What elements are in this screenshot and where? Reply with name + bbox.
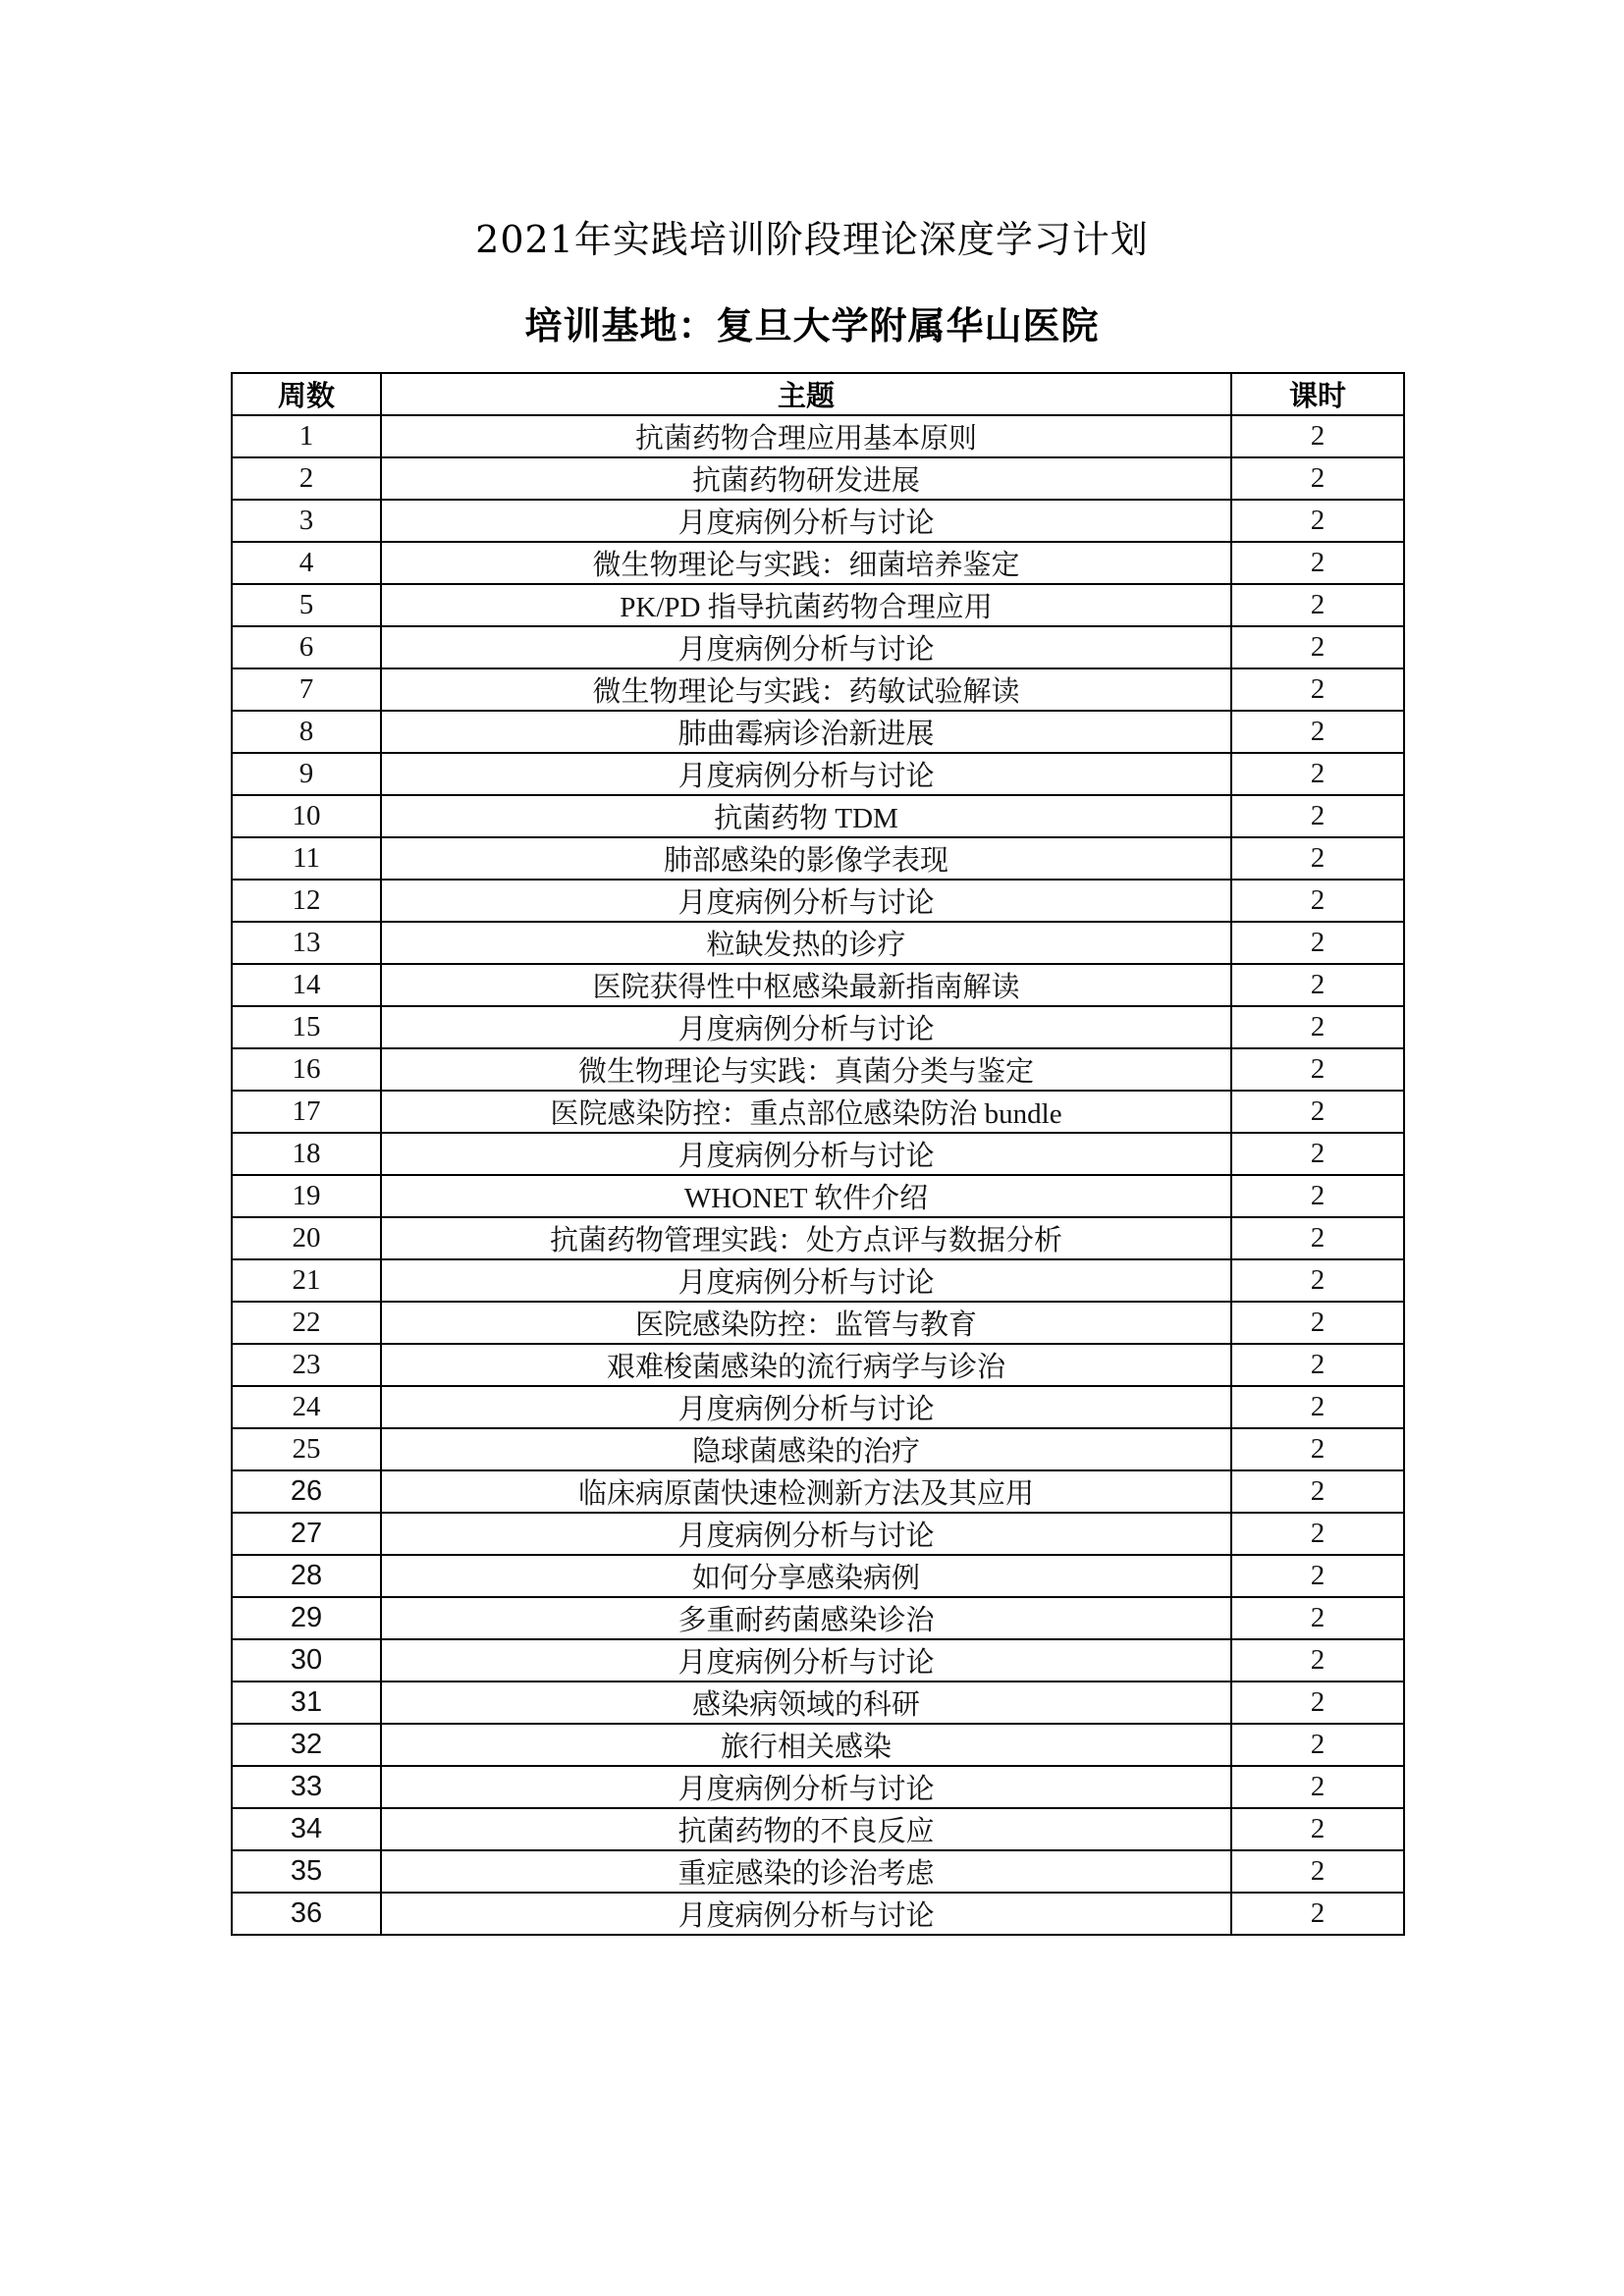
week-cell: 4	[232, 542, 381, 584]
topic-cell: 微生物理论与实践：真菌分类与鉴定	[381, 1048, 1231, 1091]
topic-cell: 重症感染的诊治考虑	[381, 1850, 1231, 1893]
week-cell: 22	[232, 1302, 381, 1344]
week-cell: 17	[232, 1091, 381, 1133]
hours-cell: 2	[1231, 542, 1404, 584]
hours-cell: 2	[1231, 1217, 1404, 1259]
week-cell: 28	[232, 1555, 381, 1597]
week-cell: 27	[232, 1513, 381, 1555]
header-topic: 主题	[381, 373, 1231, 415]
week-cell: 30	[232, 1639, 381, 1682]
hours-cell: 2	[1231, 1175, 1404, 1217]
topic-cell: 抗菌药物 TDM	[381, 795, 1231, 837]
week-cell: 23	[232, 1344, 381, 1386]
table-row	[232, 1386, 1404, 1428]
topic-cell: 月度病例分析与讨论	[381, 1639, 1231, 1682]
week-cell: 18	[232, 1133, 381, 1175]
table-row	[232, 457, 1404, 500]
header-week: 周数	[232, 373, 381, 415]
topic-cell: 月度病例分析与讨论	[381, 1386, 1231, 1428]
study-plan-table	[231, 372, 1405, 1936]
topic-cell: 月度病例分析与讨论	[381, 1259, 1231, 1302]
table-row	[232, 837, 1404, 880]
hours-cell: 2	[1231, 626, 1404, 668]
table-row	[232, 1470, 1404, 1513]
hours-cell: 2	[1231, 668, 1404, 711]
week-cell: 26	[232, 1470, 381, 1513]
table-row	[232, 1808, 1404, 1850]
week-cell: 3	[232, 500, 381, 542]
table-row	[232, 668, 1404, 711]
table-row	[232, 1175, 1404, 1217]
hours-cell: 2	[1231, 1639, 1404, 1682]
table-row	[232, 711, 1404, 753]
topic-cell: 艰难梭菌感染的流行病学与诊治	[381, 1344, 1231, 1386]
hours-cell: 2	[1231, 711, 1404, 753]
topic-cell: 抗菌药物研发进展	[381, 457, 1231, 500]
hours-cell: 2	[1231, 1302, 1404, 1344]
hours-cell: 2	[1231, 922, 1404, 964]
document-subtitle: 培训基地：复旦大学附属华山医院	[524, 303, 1100, 347]
week-cell: 6	[232, 626, 381, 668]
table-row	[232, 1555, 1404, 1597]
topic-cell: 微生物理论与实践：细菌培养鉴定	[381, 542, 1231, 584]
hours-cell: 2	[1231, 500, 1404, 542]
table-row	[232, 1682, 1404, 1724]
hours-cell: 2	[1231, 1555, 1404, 1597]
table-row	[232, 753, 1404, 795]
hours-cell: 2	[1231, 1048, 1404, 1091]
table-row	[232, 922, 1404, 964]
week-cell: 24	[232, 1386, 381, 1428]
table-row	[232, 1302, 1404, 1344]
week-cell: 31	[232, 1682, 381, 1724]
topic-cell: WHONET 软件介绍	[381, 1175, 1231, 1217]
hours-cell: 2	[1231, 1470, 1404, 1513]
table-row	[232, 880, 1404, 922]
topic-cell: 肺部感染的影像学表现	[381, 837, 1231, 880]
week-cell: 36	[232, 1893, 381, 1935]
table-row	[232, 1724, 1404, 1766]
hours-cell: 2	[1231, 964, 1404, 1006]
topic-cell: 旅行相关感染	[381, 1724, 1231, 1766]
hours-cell: 2	[1231, 1597, 1404, 1639]
table-row	[232, 1639, 1404, 1682]
week-cell: 11	[232, 837, 381, 880]
table-row	[232, 1091, 1404, 1133]
table-row	[232, 1850, 1404, 1893]
topic-cell: 微生物理论与实践：药敏试验解读	[381, 668, 1231, 711]
hours-cell: 2	[1231, 1724, 1404, 1766]
topic-cell: 月度病例分析与讨论	[381, 880, 1231, 922]
hours-cell: 2	[1231, 1344, 1404, 1386]
week-cell: 32	[232, 1724, 381, 1766]
hours-cell: 2	[1231, 1006, 1404, 1048]
hours-cell: 2	[1231, 880, 1404, 922]
hours-cell: 2	[1231, 753, 1404, 795]
topic-cell: 感染病领域的科研	[381, 1682, 1231, 1724]
table-row	[232, 584, 1404, 626]
hours-cell: 2	[1231, 1766, 1404, 1808]
hours-cell: 2	[1231, 1808, 1404, 1850]
table-row	[232, 1133, 1404, 1175]
topic-cell: 如何分享感染病例	[381, 1555, 1231, 1597]
hours-cell: 2	[1231, 795, 1404, 837]
topic-cell: 月度病例分析与讨论	[381, 1766, 1231, 1808]
topic-cell: 抗菌药物合理应用基本原则	[381, 415, 1231, 457]
topic-cell: 月度病例分析与讨论	[381, 626, 1231, 668]
table-body	[232, 415, 1404, 1935]
hours-cell: 2	[1231, 415, 1404, 457]
topic-cell: 隐球菌感染的治疗	[381, 1428, 1231, 1470]
table-row	[232, 964, 1404, 1006]
table-row	[232, 1893, 1404, 1935]
table-row	[232, 500, 1404, 542]
table-row	[232, 542, 1404, 584]
topic-cell: 临床病原菌快速检测新方法及其应用	[381, 1470, 1231, 1513]
week-cell: 9	[232, 753, 381, 795]
hours-cell: 2	[1231, 1259, 1404, 1302]
hours-cell: 2	[1231, 1091, 1404, 1133]
table-row	[232, 1217, 1404, 1259]
topic-cell: 抗菌药物管理实践：处方点评与数据分析	[381, 1217, 1231, 1259]
table-row	[232, 1597, 1404, 1639]
week-cell: 15	[232, 1006, 381, 1048]
topic-cell: PK/PD 指导抗菌药物合理应用	[381, 584, 1231, 626]
week-cell: 1	[232, 415, 381, 457]
document-title: 2021年实践培训阶段理论深度学习计划	[475, 218, 1149, 261]
topic-cell: 月度病例分析与讨论	[381, 753, 1231, 795]
hours-cell: 2	[1231, 584, 1404, 626]
header-hours: 课时	[1231, 373, 1404, 415]
topic-cell: 月度病例分析与讨论	[381, 1893, 1231, 1935]
week-cell: 13	[232, 922, 381, 964]
week-cell: 2	[232, 457, 381, 500]
table-row	[232, 795, 1404, 837]
hours-cell: 2	[1231, 1513, 1404, 1555]
topic-cell: 医院感染防控：监管与教育	[381, 1302, 1231, 1344]
week-cell: 16	[232, 1048, 381, 1091]
topic-cell: 月度病例分析与讨论	[381, 500, 1231, 542]
week-cell: 34	[232, 1808, 381, 1850]
table-row	[232, 1428, 1404, 1470]
week-cell: 29	[232, 1597, 381, 1639]
hours-cell: 2	[1231, 837, 1404, 880]
hours-cell: 2	[1231, 1133, 1404, 1175]
hours-cell: 2	[1231, 457, 1404, 500]
week-cell: 14	[232, 964, 381, 1006]
week-cell: 20	[232, 1217, 381, 1259]
week-cell: 8	[232, 711, 381, 753]
topic-cell: 医院获得性中枢感染最新指南解读	[381, 964, 1231, 1006]
week-cell: 12	[232, 880, 381, 922]
table-row	[232, 1513, 1404, 1555]
topic-cell: 医院感染防控：重点部位感染防治 bundle	[381, 1091, 1231, 1133]
topic-cell: 肺曲霉病诊治新进展	[381, 711, 1231, 753]
week-cell: 25	[232, 1428, 381, 1470]
week-cell: 7	[232, 668, 381, 711]
table-row	[232, 1344, 1404, 1386]
table-row	[232, 415, 1404, 457]
week-cell: 5	[232, 584, 381, 626]
hours-cell: 2	[1231, 1893, 1404, 1935]
table-row	[232, 1259, 1404, 1302]
hours-cell: 2	[1231, 1850, 1404, 1893]
topic-cell: 抗菌药物的不良反应	[381, 1808, 1231, 1850]
table-row	[232, 1048, 1404, 1091]
topic-cell: 月度病例分析与讨论	[381, 1513, 1231, 1555]
topic-cell: 多重耐药菌感染诊治	[381, 1597, 1231, 1639]
hours-cell: 2	[1231, 1386, 1404, 1428]
topic-cell: 月度病例分析与讨论	[381, 1006, 1231, 1048]
topic-cell: 粒缺发热的诊疗	[381, 922, 1231, 964]
table-row	[232, 1766, 1404, 1808]
week-cell: 10	[232, 795, 381, 837]
topic-cell: 月度病例分析与讨论	[381, 1133, 1231, 1175]
week-cell: 21	[232, 1259, 381, 1302]
table-row	[232, 1006, 1404, 1048]
table-header-row	[232, 373, 1404, 415]
table-row	[232, 626, 1404, 668]
week-cell: 33	[232, 1766, 381, 1808]
week-cell: 35	[232, 1850, 381, 1893]
hours-cell: 2	[1231, 1428, 1404, 1470]
hours-cell: 2	[1231, 1682, 1404, 1724]
week-cell: 19	[232, 1175, 381, 1217]
